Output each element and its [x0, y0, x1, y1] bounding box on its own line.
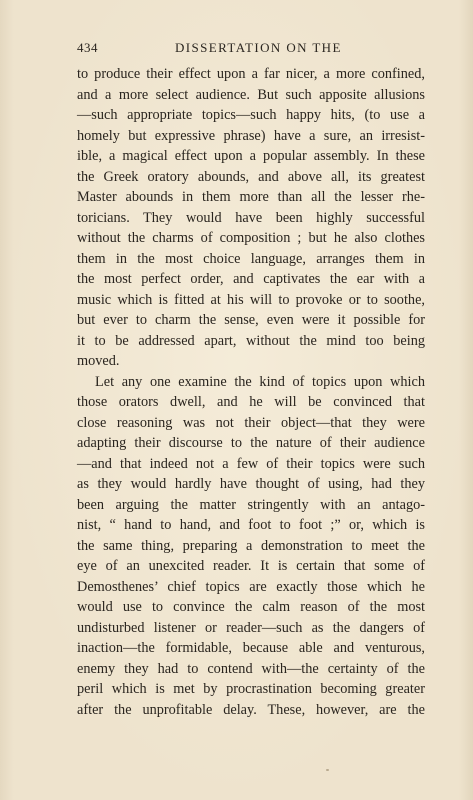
text-line: Demosthenes’ chief topics are exactly those which he [77, 578, 425, 595]
text-line: but ever to charm the sense, even were it possible for [77, 312, 425, 328]
text-line: adapting their discourse to the nature of their audience [77, 435, 425, 451]
text-line: those orators dwell, and he will be convinced that [77, 394, 425, 410]
paper-mark [326, 769, 329, 771]
text-line: toricians. They would have been highly successful [77, 209, 425, 226]
text-line: —such appropriate topics—such happy hits, (to use a [77, 107, 425, 123]
text-line: close reasoning was not their object—that they were [77, 414, 425, 431]
text-line: the same thing, preparing a demonstration to meet the [77, 537, 425, 554]
text-line: after the unprofitable delay. These, however, are the [77, 701, 425, 718]
text-line: as they would hardly have thought of using, had they [77, 476, 425, 492]
text-line: and a more select audience. But such apposite allusions [77, 86, 425, 103]
text-line: Master abounds in them more than all the lesser rhe- [77, 189, 425, 205]
text-line: been arguing the matter stringently with an antago- [77, 496, 425, 513]
text-line: music which is fitted at his will to provoke or to soothe, [77, 291, 425, 308]
paragraph-end-line: moved. [77, 353, 120, 369]
text-line: peril which is met by procrastination becoming greater [77, 681, 425, 697]
text-line: the Greek oratory abounds, and above all, its greatest [77, 168, 425, 185]
text-line: them in the most choice language, arranges them in [77, 250, 425, 267]
text-line: without the charms of composition ; but he also clothes [77, 230, 425, 246]
text-line: it to be addressed apart, without the mind too being [77, 332, 425, 349]
text-line: undisturbed listener or reader—such as the dangers of [77, 619, 425, 636]
body-text [77, 64, 425, 720]
running-head: DISSERTATION ON THE [175, 40, 342, 55]
text-line: eye of an unexcited reader. It is certain that some of [77, 558, 425, 574]
text-line: the most perfect order, and captivates the ear with a [77, 271, 425, 287]
page-number: 434 [77, 40, 98, 55]
text-line: enemy they had to contend with—the certainty of the [77, 660, 425, 677]
text-line: would use to convince the calm reason of the most [77, 599, 425, 615]
text-line: inaction—the formidable, because able and venturous, [77, 640, 425, 656]
page-header [77, 40, 421, 58]
text-line: to produce their effect upon a far nicer, a more confined, [77, 66, 425, 82]
text-line: nist, “ hand to hand, and foot to foot ;” or, which is [77, 517, 425, 533]
paragraph-start-line: Let any one examine the kind of topics upon which [95, 373, 425, 390]
text-line: homely but expressive phrase) have a sure, an irresist- [77, 127, 425, 144]
text-line: ible, a magical effect upon a popular assembly. In these [77, 148, 425, 164]
text-line: —and that indeed not a few of their topics were such [77, 455, 425, 472]
